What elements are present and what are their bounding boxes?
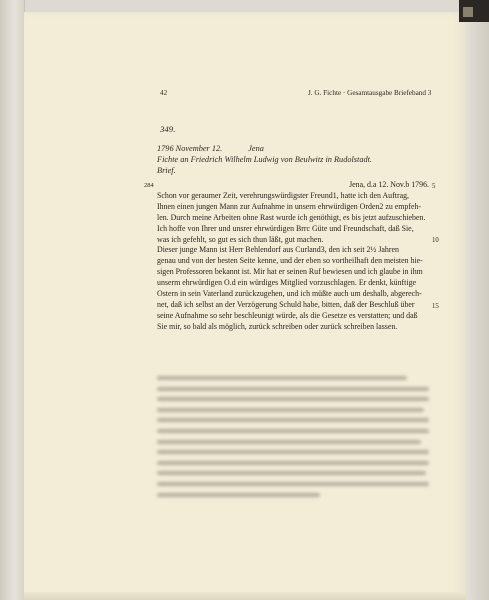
body-line: Ihnen einen jungen Mann zur Aufnahme in unsern ehrwürdigen Orden2 zu empfeh- (157, 201, 422, 211)
body-line: seine Aufnahme so sehr beschleunigt würde, als die Gesetze es verstatten; und daß (157, 310, 418, 320)
blurred-line (157, 450, 429, 454)
book-binding (0, 0, 25, 600)
letter-type: Brief. (157, 166, 176, 175)
dateline: Jena, d.a 12. Nov.b 1796. (349, 180, 429, 189)
page-edge-right (466, 0, 489, 600)
body-line: Sie mir, so bald als möglich, zurück schreiben oder zurück schreiben lassen. (157, 321, 398, 331)
body-line: was ich gefehlt, so gut es sich thun läßt, gut machen. (157, 234, 324, 244)
body-line: sigen Professoren bekannt ist. Mir hat er seinen Ruf bewiesen und ich glaube in ihm (157, 267, 423, 277)
blurred-line (157, 461, 429, 465)
body-line: Schon vor geraumer Zeit, verehrungswürdigster Freund1, hatte ich den Auftrag, (157, 190, 409, 200)
blurred-line (157, 471, 426, 475)
blurred-line (157, 440, 421, 444)
line-number: 10 (432, 237, 439, 244)
letter-date: 1796 November 12. (157, 144, 223, 153)
blurred-line (157, 418, 429, 422)
running-head-title: J. G. Fichte · Gesamtausgabe Briefeband 3 (308, 89, 432, 97)
body-line: len. Durch meine Arbeiten ohne Rast wurde ich genöthigt, es bis jetzt aufzuschieben. (157, 212, 426, 222)
body-line: genau und von der besten Seite kenne, und der eben so vortheilhaft den meisten hie- (157, 256, 423, 266)
body-line: net, daß ich selbst an der Verzögerung Schuld habe, bitten, daß der Beschluß über (157, 299, 415, 309)
page-bottom-edge (24, 592, 466, 600)
blurred-line (157, 387, 429, 391)
blurred-line (157, 376, 407, 380)
blurred-line (157, 482, 429, 486)
running-head-page-number: 42 (160, 89, 168, 97)
blurred-line (157, 408, 424, 412)
line-number: 15 (432, 303, 439, 310)
body-line: Ich hoffe von Ihrer und unsrer ehrwürdigen Brrc Güte und Freundschaft, daß Sie, (157, 223, 414, 233)
body-line: Ostern in sein Vaterland zurückzugehen, und ich müßte auch um deshalb, abgerech- (157, 289, 422, 299)
manuscript-page-number: 284 (144, 182, 154, 189)
line-number: 5 (432, 183, 436, 190)
body-line: Dieser junge Mann ist Herr Behlendorf aus Curland3, den ich seit 2½ Jahren (157, 245, 399, 255)
blurred-line (157, 397, 429, 401)
body-line: unserm ehrwürdigen O.d ein würdiges Mitglied vorzuschlagen. Er denkt, künftige (157, 278, 417, 288)
letter-number: 349. (160, 124, 176, 134)
corner-notch (463, 7, 473, 17)
blurred-line (157, 429, 429, 433)
letter-date-line (157, 144, 264, 153)
cover-corner (459, 0, 489, 22)
letter-recipient: Fichte an Friedrich Wilhelm Ludwig von Beulwitz in Rudolstadt. (157, 155, 373, 164)
letter-place: Jena (248, 144, 264, 153)
blurred-apparatus (157, 376, 429, 500)
letter-body (157, 180, 429, 333)
blurred-line (157, 493, 320, 497)
